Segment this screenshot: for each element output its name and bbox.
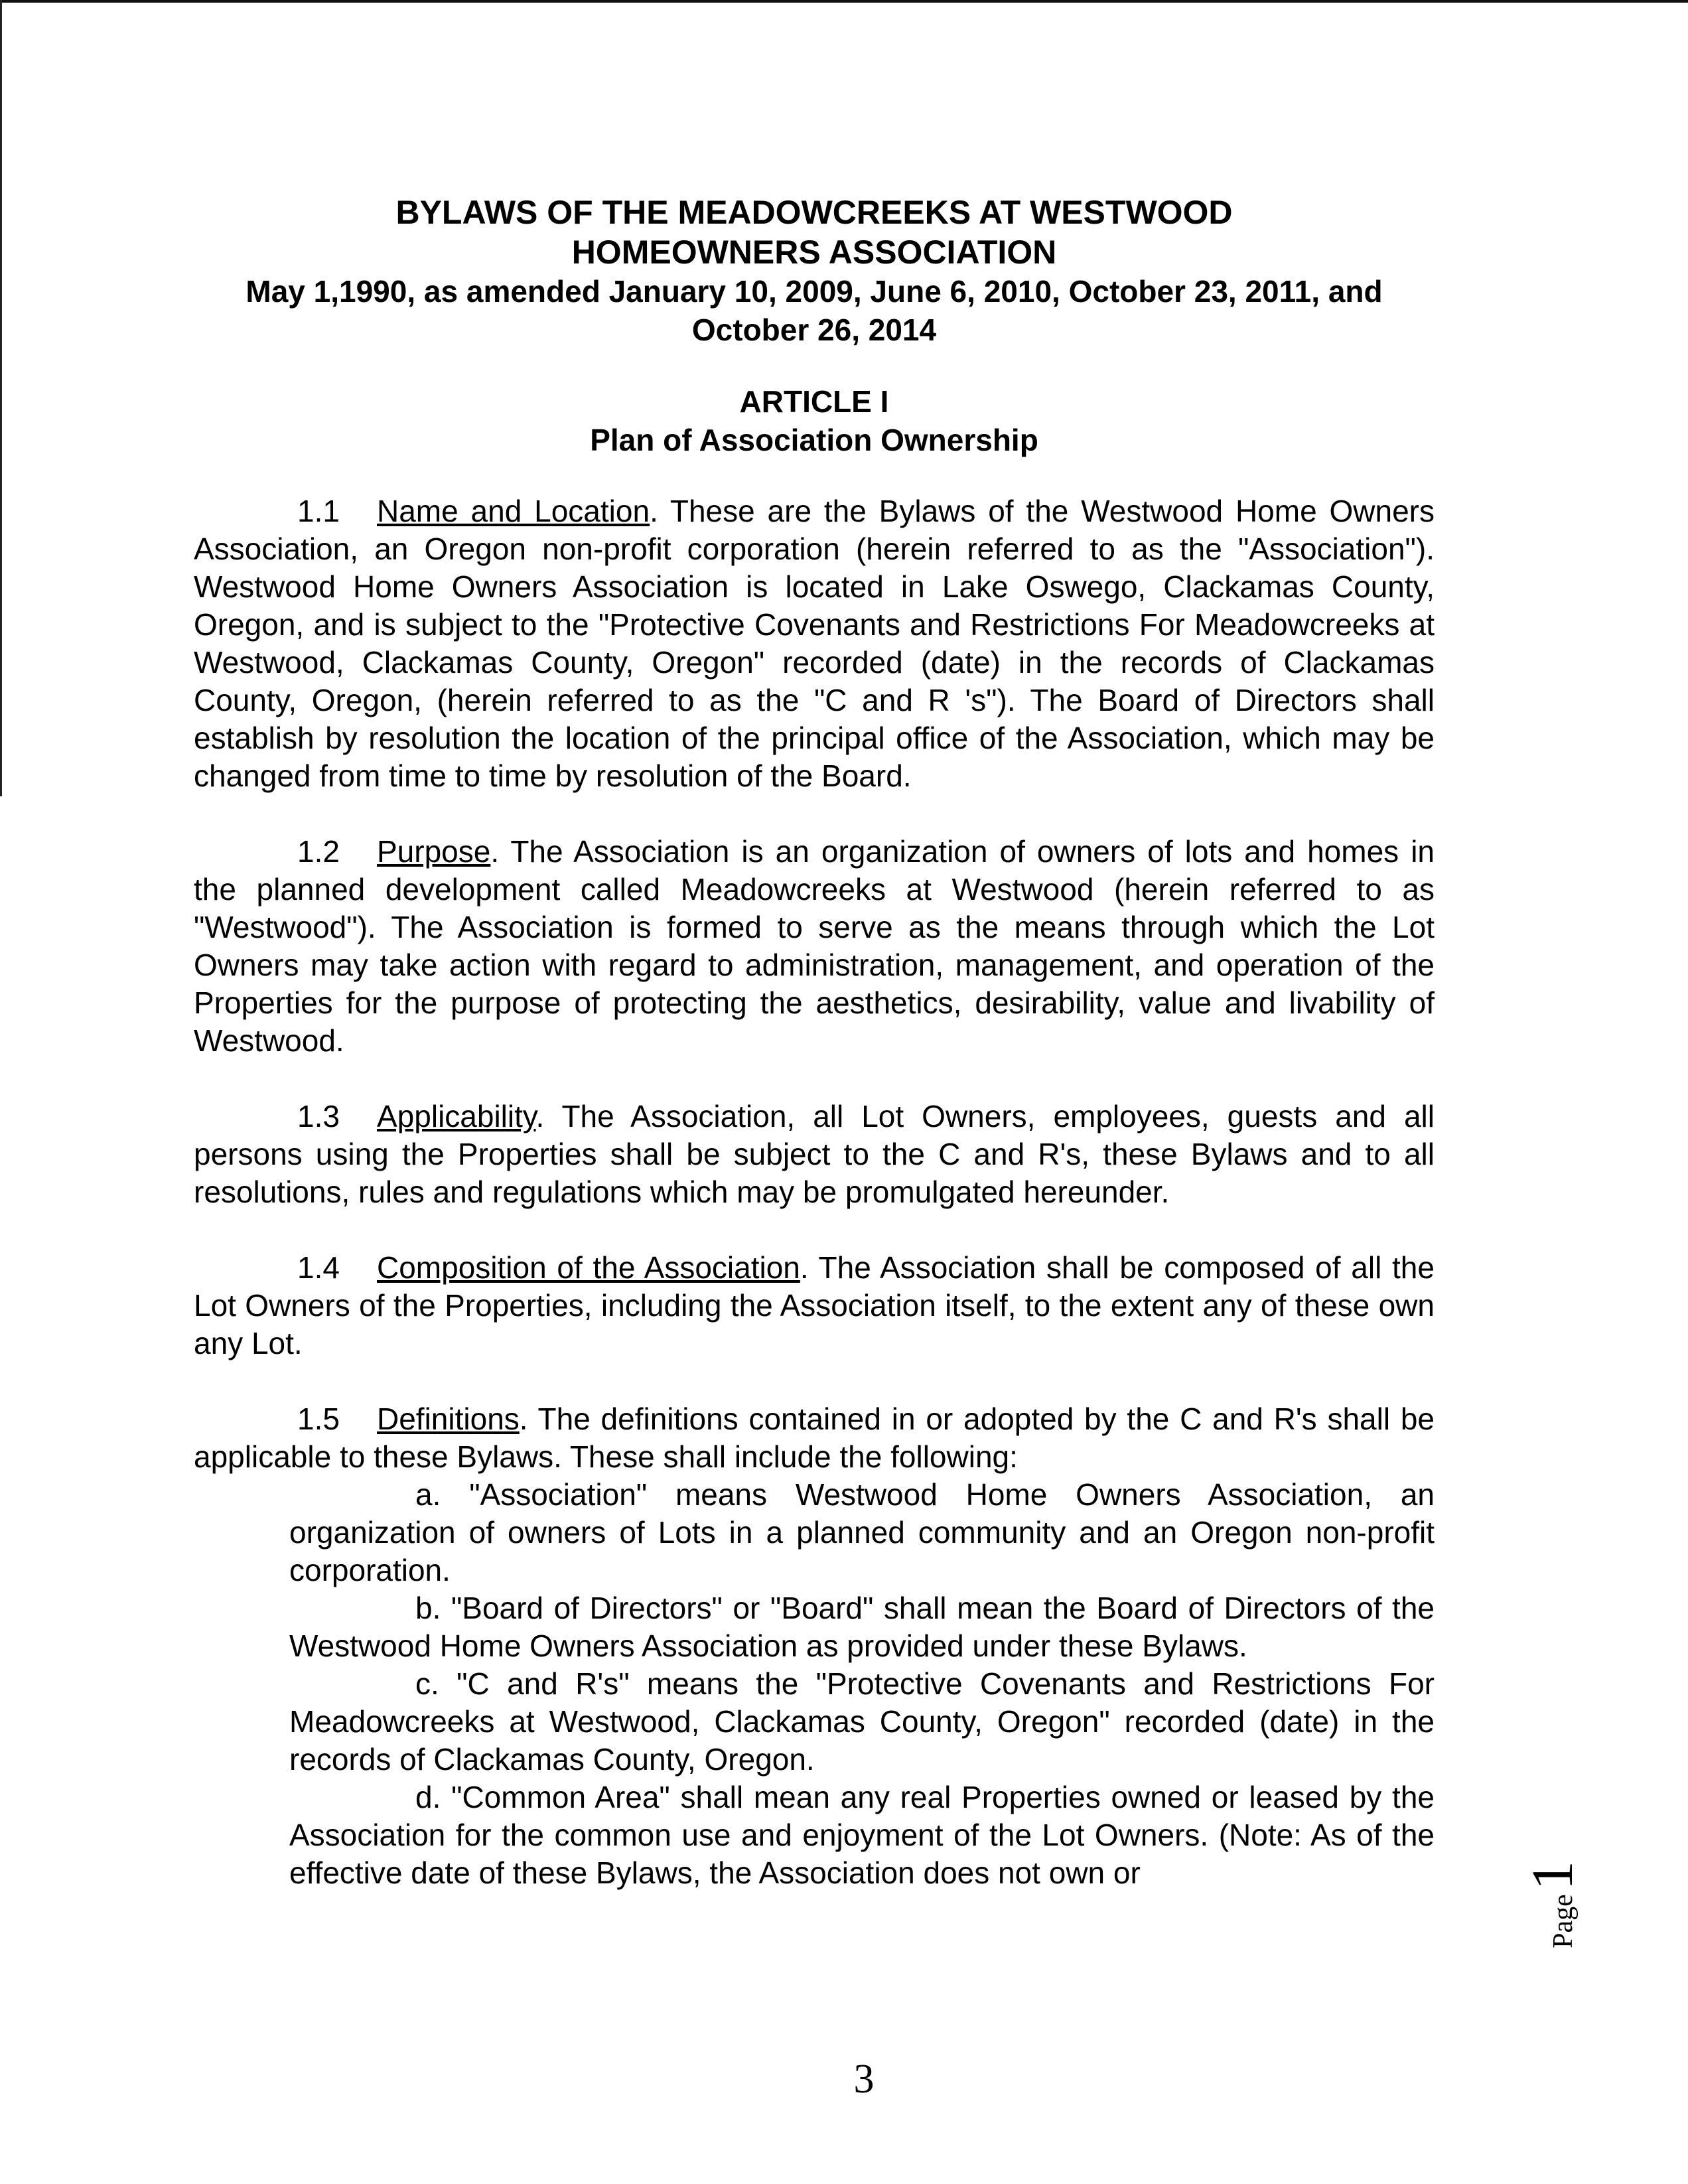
- section-text: . The Association is an organization of owners of lots and homes in the planned development called Meadowcreeks at Westwood (herein referred to as "Westwood"). The Association is formed to serve as the means through which the Lot Owners may take action with regard to administration, management, and operation of the Properties for the purpose of protecting the aesthetics, desirability, value and livability of Westwood.: [194, 834, 1435, 1058]
- definition-c: c. "C and R's" means the "Protective Covenants and Restrictions For Meadowcreeks at Westwood, Clackamas County, Oregon" recorded (date) in the records of Clackamas County, Oregon.: [289, 1666, 1435, 1777]
- section-number: 1.3: [297, 1099, 340, 1133]
- document-page: [194, 192, 1435, 1892]
- section-title: Purpose: [377, 834, 491, 869]
- section-1-5: [194, 1400, 1435, 1476]
- scan-border-left: [0, 0, 2, 796]
- section-title: Applicability: [377, 1099, 536, 1133]
- article-title: Plan of Association Ownership: [590, 423, 1038, 457]
- scan-border-top: [0, 0, 1688, 3]
- section-1-4: [194, 1249, 1435, 1362]
- section-number: 1.4: [297, 1250, 340, 1285]
- page-folio-number: 3: [853, 2057, 875, 2102]
- section-text: . The Association shall be composed of all the Lot Owners of the Properties, including the Association itself, to the extent any of these own any Lot.: [194, 1250, 1435, 1360]
- amendment-dates-line-1: May 1,1990, as amended January 10, 2009, June 6, 2010, October 23, 2011, and: [246, 274, 1383, 309]
- section-text: . The Association, all Lot Owners, employees, guests and all persons using the Properties shall be subject to the C and R's, these Bylaws and to all resolutions, rules and regulations which may be promulgated hereunder.: [194, 1099, 1435, 1209]
- section-title: Definitions: [377, 1402, 520, 1436]
- definition-b: b. "Board of Directors" or "Board" shall mean the Board of Directors of the Westwood Home Owners Association as provided under these Bylaws.: [289, 1591, 1435, 1663]
- definitions-list: [194, 1476, 1435, 1892]
- section-number: 1.1: [297, 494, 340, 528]
- section-number: 1.5: [297, 1402, 340, 1436]
- page-stamp-word: Page: [1548, 1894, 1579, 1948]
- document-title-line-1: BYLAWS OF THE MEADOWCREEKS AT WESTWOOD: [395, 194, 1233, 231]
- section-number: 1.2: [297, 834, 340, 869]
- definition-d: d. "Common Area" shall mean any real Properties owned or leased by the Association for the common use and enjoyment of the Lot Owners. (Note: As of the effective date of these Bylaws, the Association does not own or: [289, 1780, 1435, 1890]
- section-1-3: [194, 1098, 1435, 1211]
- document-title-line-2: HOMEOWNERS ASSOCIATION: [571, 234, 1057, 271]
- section-1-2: [194, 833, 1435, 1060]
- page-stamp-number: 1: [1521, 1861, 1585, 1891]
- section-text: . The definitions contained in or adopted by the C and R's shall be applicable to these Bylaws. These shall include the following:: [194, 1402, 1435, 1474]
- section-text: . These are the Bylaws of the Westwood Home Owners Association, an Oregon non-profit corporation (herein referred to as the "Association"). Westwood Home Owners Association is located in Lake Oswego, Clackamas County, Oregon, and is subject to the "Protective Covenants and Restrictions For Meadowcreeks at Westwood, Clackamas County, Oregon" recorded (date) in the records of Clackamas County, Oregon, (herein referred to as the "C and R 's"). The Board of Directors shall establish by resolution the location of the principal office of the Association, which may be changed from time to time by resolution of the Board.: [194, 494, 1435, 793]
- definition-a: a. "Association" means Westwood Home Owners Association, an organization of owners of Lots in a planned community and an Oregon non-profit corporation.: [289, 1477, 1435, 1587]
- amendment-dates-line-2: October 26, 2014: [691, 313, 937, 347]
- page-stamp: [1519, 1861, 1626, 1948]
- section-title: Composition of the Association: [377, 1250, 800, 1285]
- section-1-1: [194, 492, 1435, 795]
- section-title: Name and Location: [377, 494, 650, 528]
- article-number: ARTICLE I: [739, 384, 889, 419]
